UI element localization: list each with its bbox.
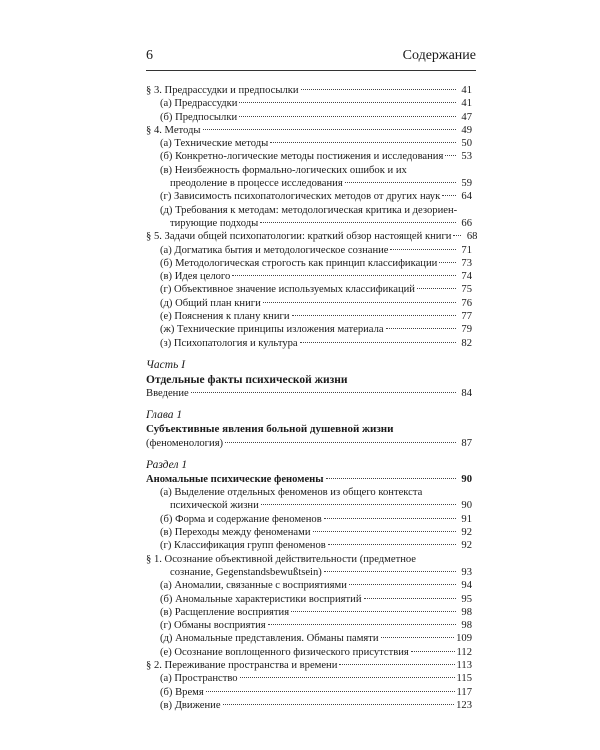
toc-entry-page: 53 xyxy=(461,151,472,163)
dot-leader xyxy=(240,677,455,678)
toc-entry[interactable] xyxy=(146,204,472,217)
toc-entry[interactable] xyxy=(146,111,472,124)
toc-group-section xyxy=(146,486,472,712)
dot-leader xyxy=(223,704,455,705)
toc-entry-page: 115 xyxy=(456,673,472,685)
toc-entry-page: 98 xyxy=(461,606,472,618)
toc-entry-text: (д) Общий план книги xyxy=(160,297,261,309)
toc-entry-text: психической жизни xyxy=(170,500,259,512)
toc-entry-page: 50 xyxy=(461,138,472,150)
toc-entry-page: 123 xyxy=(456,699,472,711)
running-title: Содержание xyxy=(402,48,476,63)
page-number: 6 xyxy=(146,48,153,63)
dot-leader xyxy=(232,275,456,276)
toc-entry-text: (б) Предпосылки xyxy=(160,111,238,123)
toc-entry-text: (г) Обманы восприятия xyxy=(160,620,266,632)
toc-entry-text: сознание, Gegenstandsbewußtsein) xyxy=(170,566,322,578)
dot-leader xyxy=(260,222,456,223)
toc-entry[interactable] xyxy=(146,387,472,400)
toc-entry-page: 92 xyxy=(461,527,472,539)
header-rule xyxy=(146,70,476,71)
toc-entry-page: 66 xyxy=(461,217,472,229)
part-title: Отдельные факты психической жизни xyxy=(146,373,348,386)
toc-entry[interactable] xyxy=(146,257,472,270)
toc-entry[interactable] xyxy=(146,606,472,619)
toc-entry-page: 49 xyxy=(461,124,472,136)
toc-entry[interactable] xyxy=(146,97,472,110)
dot-leader xyxy=(263,302,456,303)
toc-entry-page: 79 xyxy=(461,324,472,336)
toc-entry-text: (г) Классификация групп феноменов xyxy=(160,540,326,552)
toc-entry-page: 92 xyxy=(461,540,472,552)
toc-entry-text: (е) Осознание воплощенного физического присутствия xyxy=(160,646,409,658)
toc-entry[interactable] xyxy=(146,539,472,552)
toc-entry-page: 59 xyxy=(461,178,472,190)
dot-leader xyxy=(364,598,457,599)
toc-entry-page: 84 xyxy=(461,387,472,399)
toc-entry-page: 117 xyxy=(456,686,472,698)
dot-leader xyxy=(206,691,455,692)
toc-entry[interactable] xyxy=(146,473,472,486)
dot-leader xyxy=(445,155,456,156)
toc-entry-page: 109 xyxy=(456,633,472,645)
dot-leader xyxy=(345,182,456,183)
toc-entry-page: 87 xyxy=(461,437,472,449)
toc-entry-text: § 5. Задачи общей психопатологии: краткий обзор настоящей книги xyxy=(146,231,452,243)
toc-entry-text: § 1. Осознание объективной действительности (предметное xyxy=(146,553,417,565)
toc-entry[interactable] xyxy=(146,323,472,336)
toc-entry-page: 41 xyxy=(461,85,472,96)
dot-leader xyxy=(239,102,456,103)
toc-entry[interactable] xyxy=(146,190,472,203)
toc-entry[interactable] xyxy=(146,593,472,606)
toc-entry-page: 47 xyxy=(461,111,472,123)
dot-leader xyxy=(386,328,456,329)
toc-entry[interactable] xyxy=(146,646,472,659)
chapter-label: Глава 1 xyxy=(146,409,183,422)
toc-entry[interactable] xyxy=(146,337,472,350)
toc-entry-page: 90 xyxy=(461,500,472,512)
toc-entry-text: (в) Расщепление восприятия xyxy=(160,606,290,618)
toc-entry-page: 77 xyxy=(461,311,472,323)
toc-entry-text: преодоление в процессе исследования xyxy=(170,178,343,190)
toc-entry[interactable] xyxy=(146,177,472,190)
toc-entry-text: (феноменология) xyxy=(146,437,224,449)
toc-entry-page: 94 xyxy=(461,580,472,592)
toc-entry[interactable] xyxy=(146,619,472,632)
toc-entry-text: (а) Догматика бытия и методологическое сознание xyxy=(160,244,389,256)
dot-leader xyxy=(261,504,456,505)
page-header xyxy=(146,48,476,66)
toc-entry[interactable] xyxy=(146,699,472,712)
toc-entry[interactable] xyxy=(146,499,472,512)
toc-entry[interactable] xyxy=(146,270,472,283)
dot-leader xyxy=(239,116,456,117)
toc-entry-text: § 3. Предрассудки и предпосылки xyxy=(146,85,299,96)
dot-leader xyxy=(324,518,456,519)
toc-entry-text: (е) Пояснения к плану книги xyxy=(160,311,290,323)
toc-entry-text: (д) Аномальные представления. Обманы памяти xyxy=(160,633,379,645)
dot-leader xyxy=(328,544,456,545)
toc-entry-text: (в) Идея целого xyxy=(160,271,231,283)
dot-leader xyxy=(301,89,456,90)
chapter-title: Субъективные явления больной душевной жизни xyxy=(146,423,394,436)
dot-leader xyxy=(381,637,455,638)
toc-entry-text: (г) Объективное значение используемых классификаций xyxy=(160,284,415,296)
toc-entry-text: (д) Требования к методам: методологическая критика и дезориен- xyxy=(160,204,458,216)
toc-entry[interactable] xyxy=(146,659,472,672)
dot-leader xyxy=(270,142,456,143)
toc-entry-text: (а) Технические методы xyxy=(160,138,269,150)
toc-entry[interactable] xyxy=(146,230,478,243)
toc-entry-page: 90 xyxy=(461,473,472,485)
toc-entry-page: 74 xyxy=(461,271,472,283)
toc-entry-page: 68 xyxy=(466,231,478,243)
toc-entry-text: (а) Выделение отдельных феноменов из общего контекста xyxy=(160,487,423,499)
dot-leader xyxy=(313,531,457,532)
toc-entry-page: 41 xyxy=(461,98,472,110)
toc-entry[interactable] xyxy=(146,579,472,592)
toc-entry[interactable] xyxy=(146,513,472,526)
toc-entry-text: (б) Методологическая строгость как принцип классификации xyxy=(160,257,438,269)
toc-entry-text: (б) Аномальные характеристики восприятий xyxy=(160,593,362,605)
toc-entry-page: 91 xyxy=(461,513,472,525)
dot-leader xyxy=(225,442,456,443)
toc-entry-page: 98 xyxy=(461,620,472,632)
toc-entry-page: 64 xyxy=(461,191,472,203)
toc-entry[interactable] xyxy=(146,486,472,499)
toc-entry-page: 112 xyxy=(456,646,472,658)
toc-entry-page: 75 xyxy=(461,284,472,296)
toc-entry[interactable] xyxy=(146,164,472,177)
toc-entry-text: (б) Время xyxy=(160,686,204,698)
dot-leader xyxy=(439,262,456,263)
toc-entry-text: § 2. Переживание пространства и времени xyxy=(146,659,338,671)
dot-leader xyxy=(326,478,456,479)
dot-leader xyxy=(191,392,456,393)
toc-entry-page: 82 xyxy=(461,337,472,349)
dot-leader xyxy=(411,651,455,652)
toc-entry[interactable] xyxy=(146,150,472,163)
toc-entry-text: (в) Неизбежность формально-логических ошибок и их xyxy=(160,164,407,176)
table-of-contents xyxy=(146,84,478,712)
toc-entry-text: (в) Переходы между феноменами xyxy=(160,527,311,539)
toc-entry-text: тирующие подходы xyxy=(170,217,259,229)
toc-entry-text: § 4. Методы xyxy=(146,124,201,136)
toc-entry[interactable] xyxy=(146,217,472,230)
toc-entry-text: (б) Конкретно-логические методы постижения и исследования xyxy=(160,151,444,163)
toc-entry[interactable] xyxy=(146,437,472,450)
toc-entry-text: (а) Предрассудки xyxy=(160,98,238,110)
toc-entry[interactable] xyxy=(146,310,472,323)
toc-group-intro xyxy=(146,84,478,350)
toc-entry[interactable] xyxy=(146,566,472,579)
toc-entry[interactable] xyxy=(146,632,472,645)
dot-leader xyxy=(442,195,456,196)
toc-entry[interactable] xyxy=(146,297,472,310)
toc-entry-page: 73 xyxy=(461,257,472,269)
toc-entry[interactable] xyxy=(146,672,472,685)
toc-entry[interactable] xyxy=(146,244,472,257)
dot-leader xyxy=(268,624,456,625)
dot-leader xyxy=(292,315,456,316)
section-label: Раздел 1 xyxy=(146,458,188,471)
toc-entry-page: 95 xyxy=(461,593,472,605)
toc-entry[interactable] xyxy=(146,553,472,566)
dot-leader xyxy=(417,288,456,289)
dot-leader xyxy=(203,129,456,130)
dot-leader xyxy=(339,664,454,665)
toc-entry[interactable] xyxy=(146,526,472,539)
toc-entry-text: (г) Зависимость психопатологических методов от других наук xyxy=(160,191,441,203)
toc-entry-text: (ж) Технические принципы изложения материала xyxy=(160,324,384,336)
toc-entry[interactable] xyxy=(146,137,472,150)
dot-leader xyxy=(291,611,456,612)
toc-entry-text: (а) Пространство xyxy=(160,673,238,685)
dot-leader xyxy=(453,235,461,236)
toc-entry[interactable] xyxy=(146,124,472,137)
toc-entry-text: (в) Движение xyxy=(160,699,221,711)
toc-entry-text: (з) Психопатология и культура xyxy=(160,337,298,349)
dot-leader xyxy=(390,249,456,250)
section-title: Аномальные психические феномены xyxy=(146,473,324,485)
dot-leader xyxy=(349,584,456,585)
toc-entry-page: 76 xyxy=(461,297,472,309)
dot-leader xyxy=(324,571,456,572)
toc-entry-text: (а) Аномалии, связанные с восприятиями xyxy=(160,580,347,592)
dot-leader xyxy=(300,342,456,343)
toc-entry-text: (б) Форма и содержание феноменов xyxy=(160,513,322,525)
toc-entry[interactable] xyxy=(146,686,472,699)
toc-entry-page: 93 xyxy=(461,566,472,578)
toc-entry-text: Введение xyxy=(146,387,189,399)
part-label: Часть I xyxy=(146,358,186,371)
toc-entry-page: 113 xyxy=(456,659,472,671)
toc-entry[interactable] xyxy=(146,283,472,296)
toc-entry-page: 71 xyxy=(461,244,472,256)
toc-entry[interactable] xyxy=(146,84,472,97)
